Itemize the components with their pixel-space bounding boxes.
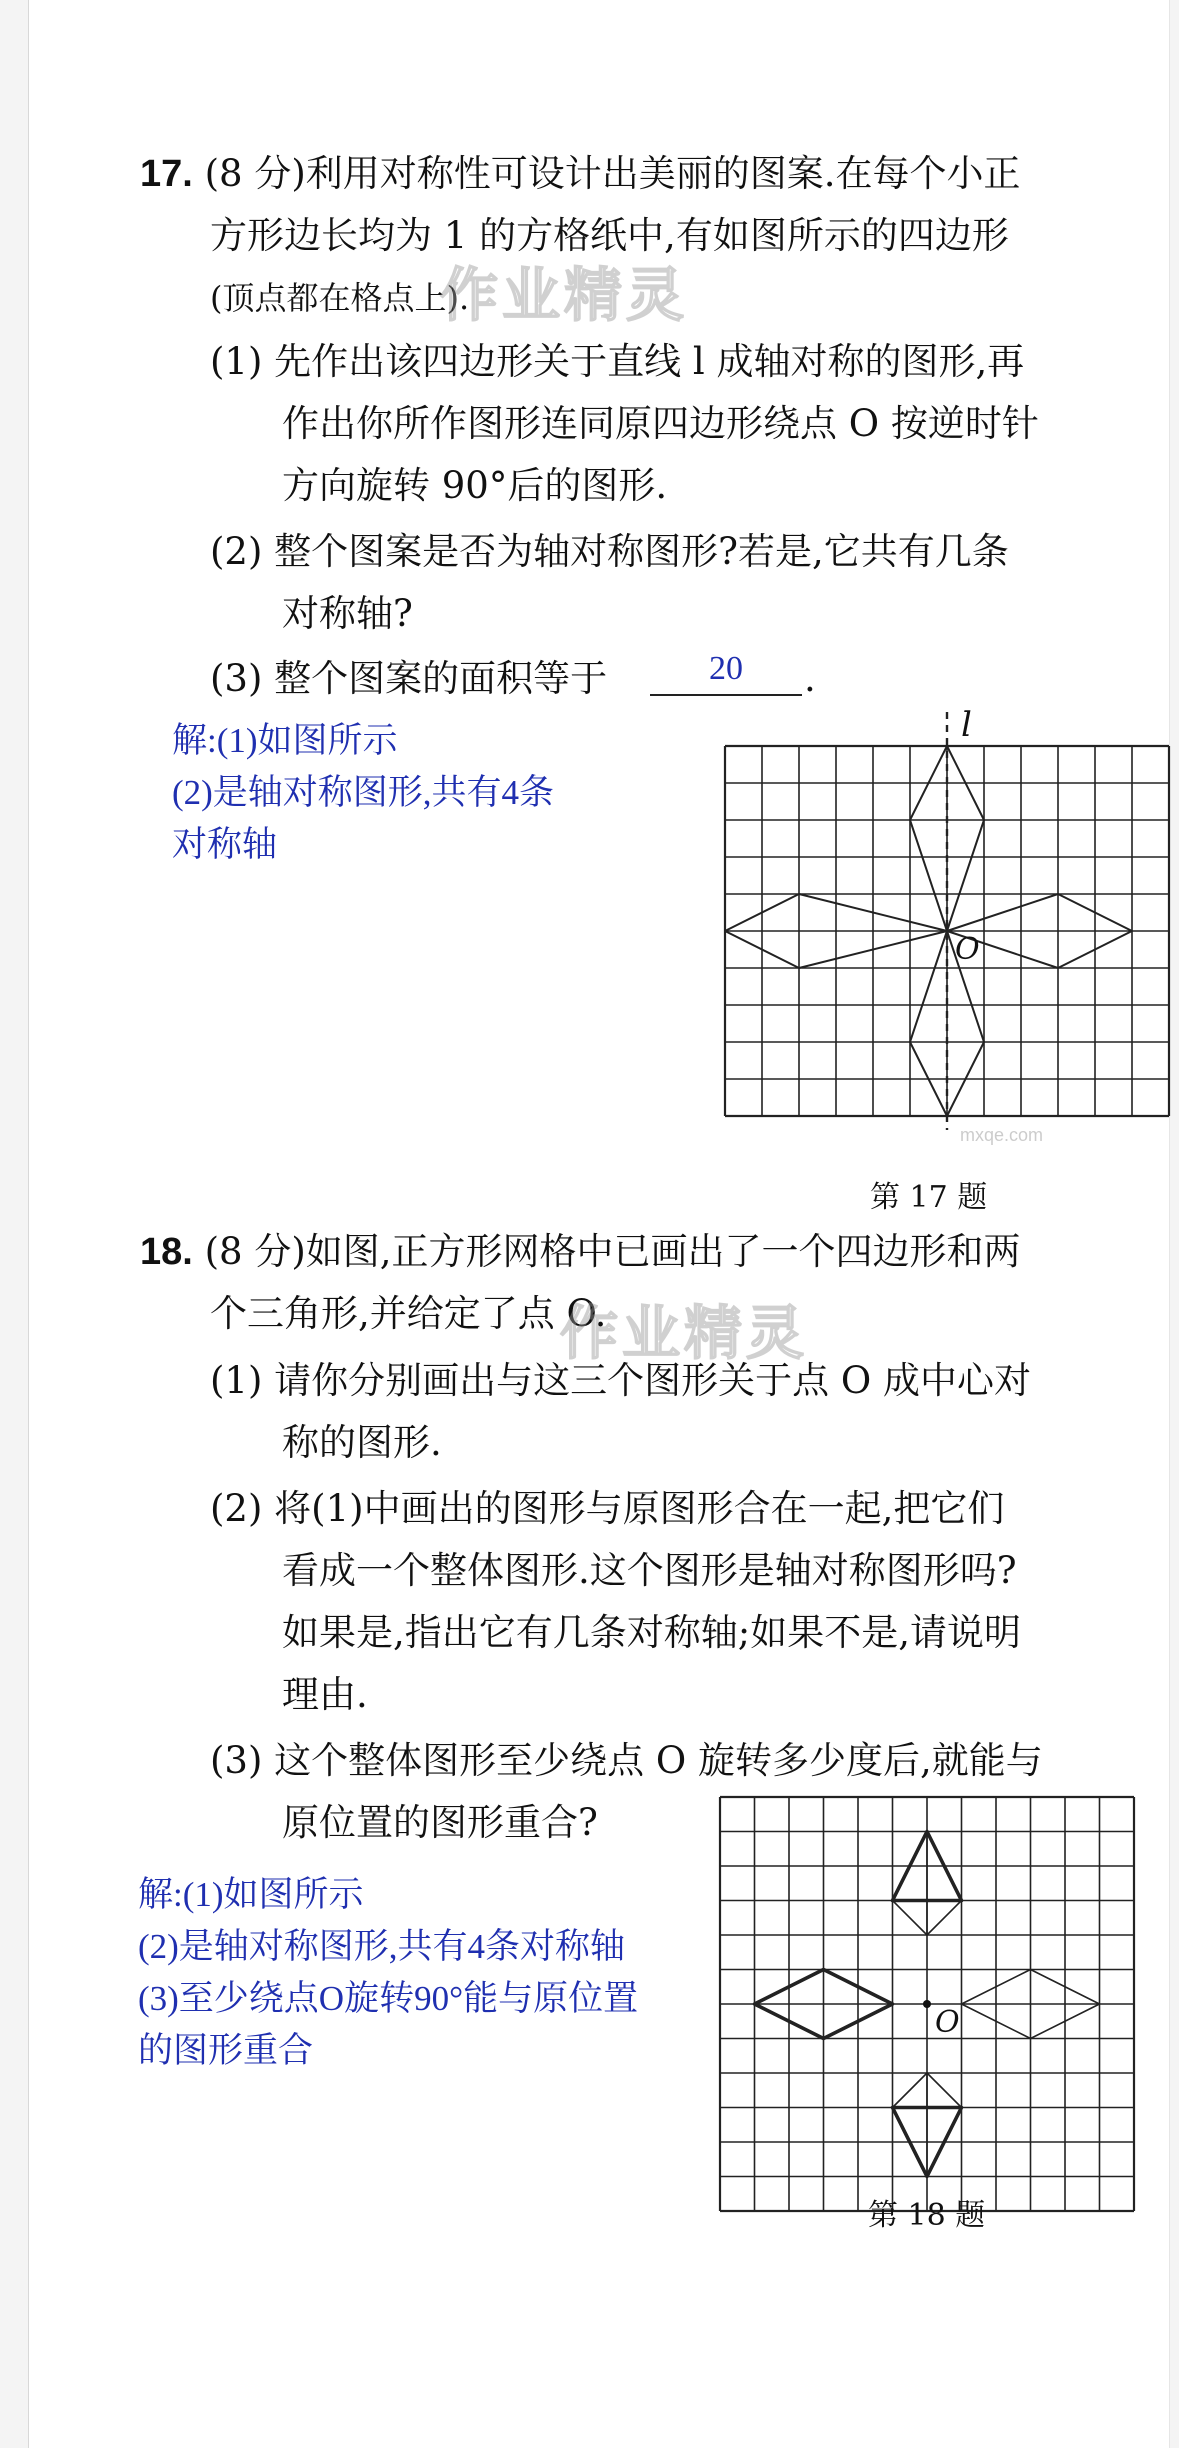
q17-answer-3: 对称轴: [172, 825, 278, 864]
q18-part-2b: 看成一个整体图形.这个图形是轴对称图形吗?: [282, 1549, 1017, 1592]
small-watermark: mxqe.com: [960, 1125, 1044, 1145]
q17-number: 17.: [140, 153, 193, 195]
q17-line-label: l: [961, 705, 972, 745]
watermark-q17: 作业精灵: [440, 261, 689, 329]
q17-line-1: [140, 150, 1021, 198]
q17-part-1b: 作出你所作图形连同原四边形绕点 O 按逆时针: [282, 402, 1039, 445]
q17-answer-2: (2)是轴对称图形,共有4条: [172, 773, 555, 812]
q18-triangle-bottom-edge: [927, 2073, 962, 2108]
q18-part-3a: (3) 这个整体图形至少绕点 O 旋转多少度后,就能与: [210, 1739, 1043, 1782]
q18-caption: 第 18 题: [868, 2198, 986, 2233]
q17-blank-answer: 20: [709, 650, 743, 687]
q17-stem-1: (8 分)利用对称性可设计出美丽的图案.在每个小正: [204, 152, 1021, 195]
q17-point-o-label: O: [955, 932, 980, 967]
q18-triangle-top-inner: [927, 1832, 962, 1936]
q17-answer-1: 解:(1)如图所示: [172, 721, 398, 760]
q18-number: 18.: [140, 1231, 193, 1273]
q17-answer-blank: [650, 650, 802, 696]
q18-answer-2: (2)是轴对称图形,共有4条对称轴: [138, 1927, 626, 1966]
q18-figure: [715, 1792, 1135, 2212]
q18-part-3b: 原位置的图形重合?: [282, 1801, 598, 1844]
q18-point-o-label: O: [935, 2005, 960, 2040]
q17-caption: 第 17 题: [870, 1180, 988, 1215]
q17-stem-3: (顶点都在格点上).: [210, 279, 470, 317]
q18-part-2c: 如果是,指出它有几条对称轴;如果不是,请说明: [282, 1611, 1021, 1654]
q17-stem-2: 方形边长均为 1 的方格纸中,有如图所示的四边形: [210, 214, 1009, 257]
q18-part-2d: 理由.: [282, 1673, 368, 1716]
q18-answer-3: (3)至少绕点O旋转90°能与原位置: [138, 1979, 639, 2018]
q18-answer-4: 的图形重合: [138, 2031, 314, 2070]
q18-line-1: [140, 1228, 1021, 1276]
q17-figure: [720, 700, 1170, 1160]
q18-part-2a: (2) 将(1)中画出的图形与原图形合在一起,把它们: [210, 1487, 1005, 1530]
q18-triangle-bottom-inner: [893, 2073, 928, 2177]
q18-answer-1: 解:(1)如图所示: [138, 1875, 364, 1914]
q17-part-2a: (2) 整个图案是否为轴对称图形?若是,它共有几条: [210, 530, 1009, 573]
q18-point-o: [923, 2000, 931, 2008]
q17-part-2b: 对称轴?: [282, 592, 413, 635]
q18-part-1a: (1) 请你分别画出与这三个图形关于点 O 成中心对: [210, 1359, 1032, 1402]
q18-triangle-top-edge: [893, 1901, 928, 1936]
q17-part-3: (3) 整个图案的面积等于: [210, 657, 608, 700]
q18-part-1b: 称的图形.: [282, 1421, 442, 1464]
q18-stem-1: (8 分)如图,正方形网格中已画出了一个四边形和两: [204, 1230, 1021, 1273]
q18-stem-2: 个三角形,并给定了点 O.: [210, 1292, 607, 1335]
q17-period: .: [804, 657, 816, 700]
q17-part-1a: (1) 先作出该四边形关于直线 l 成轴对称的图形,再: [210, 340, 1025, 383]
q17-part-1c: 方向旋转 90°后的图形.: [282, 464, 668, 507]
watermark-q18: 作业精灵: [560, 1299, 809, 1367]
